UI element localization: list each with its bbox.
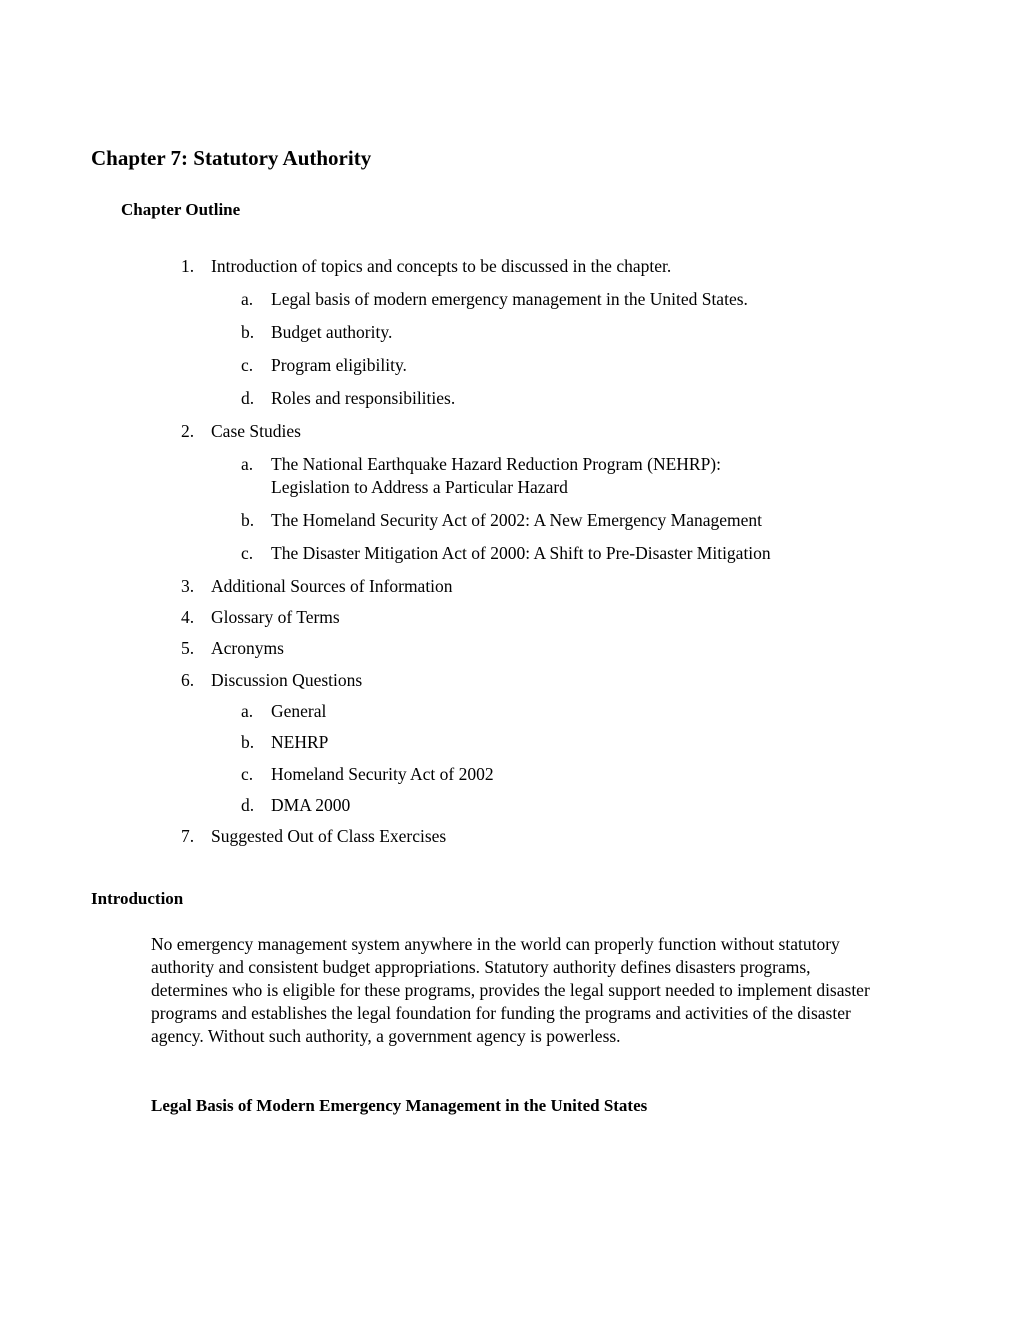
outline-item-text: Additional Sources of Information xyxy=(211,576,453,596)
outline-heading: Chapter Outline xyxy=(121,200,241,219)
outline-subitem-letter: b. xyxy=(241,732,255,752)
outline-subitem-letter: d. xyxy=(241,388,255,408)
outline-subitem-text: Homeland Security Act of 2002 xyxy=(271,764,494,784)
outline-subitem-letter: a. xyxy=(241,289,254,309)
outline-item-text: Case Studies xyxy=(211,421,301,441)
outline-subitem-letter: b. xyxy=(241,322,255,342)
outline-item-number: 4. xyxy=(181,607,195,627)
outline-subitem-text: DMA 2000 xyxy=(271,795,351,815)
outline-item-text: Discussion Questions xyxy=(211,670,363,690)
outline-item-text: Introduction of topics and concepts to be discussed in the chapter. xyxy=(211,256,672,276)
outline-item-number: 2. xyxy=(181,421,195,441)
outline-subitem-text: The Disaster Mitigation Act of 2000: A Shift to Pre-Disaster Mitigation xyxy=(271,543,771,563)
outline-subitem-letter: a. xyxy=(241,454,254,474)
outline-item-number: 5. xyxy=(181,638,195,658)
outline-subitem-letter: c. xyxy=(241,764,254,784)
outline-subitem-text-continued: Legislation to Address a Particular Hazard xyxy=(271,477,568,497)
outline-subitem-text: General xyxy=(271,701,327,721)
outline-subitem-text: NEHRP xyxy=(271,732,329,752)
outline-subitem-text: Budget authority. xyxy=(271,322,393,342)
outline-subitem-letter: c. xyxy=(241,543,254,563)
outline-subitem-letter: b. xyxy=(241,510,255,530)
outline-item-text: Glossary of Terms xyxy=(211,607,340,627)
outline-subitem-text: Legal basis of modern emergency management in the United States. xyxy=(271,289,748,309)
outline-item-text: Suggested Out of Class Exercises xyxy=(211,826,447,846)
outline-subitem-text: Program eligibility. xyxy=(271,355,407,375)
page-title: Chapter 7: Statutory Authority xyxy=(91,146,372,170)
outline-item-number: 7. xyxy=(181,826,195,846)
outline-item-number: 3. xyxy=(181,576,195,596)
outline-subitem-text: The Homeland Security Act of 2002: A New Emergency Management xyxy=(271,510,763,530)
outline-subitem-letter: d. xyxy=(241,795,255,815)
outline-subitem-letter: a. xyxy=(241,701,254,721)
outline-subitem-letter: c. xyxy=(241,355,254,375)
outline-item-number: 1. xyxy=(181,256,195,276)
outline-subitem-text: The National Earthquake Hazard Reduction Program (NEHRP): xyxy=(271,454,722,474)
outline-item-number: 6. xyxy=(181,670,195,690)
legal-basis-heading: Legal Basis of Modern Emergency Management in the United States xyxy=(151,1096,648,1115)
outline-subitem-text: Roles and responsibilities. xyxy=(271,388,456,408)
outline-item-text: Acronyms xyxy=(211,638,284,658)
introduction-paragraph: No emergency management system anywhere in the world can properly function without statutory authority and consistent budget appropriations. Statutory authority defines disasters programs, determines who is eligible for these programs, provides the legal support needed to implement disaster programs and establishes the legal foundation for funding the programs and activities of the disaster agency. Without such authority, a government agency is powerless. xyxy=(151,934,870,1046)
introduction-heading: Introduction xyxy=(91,889,184,908)
